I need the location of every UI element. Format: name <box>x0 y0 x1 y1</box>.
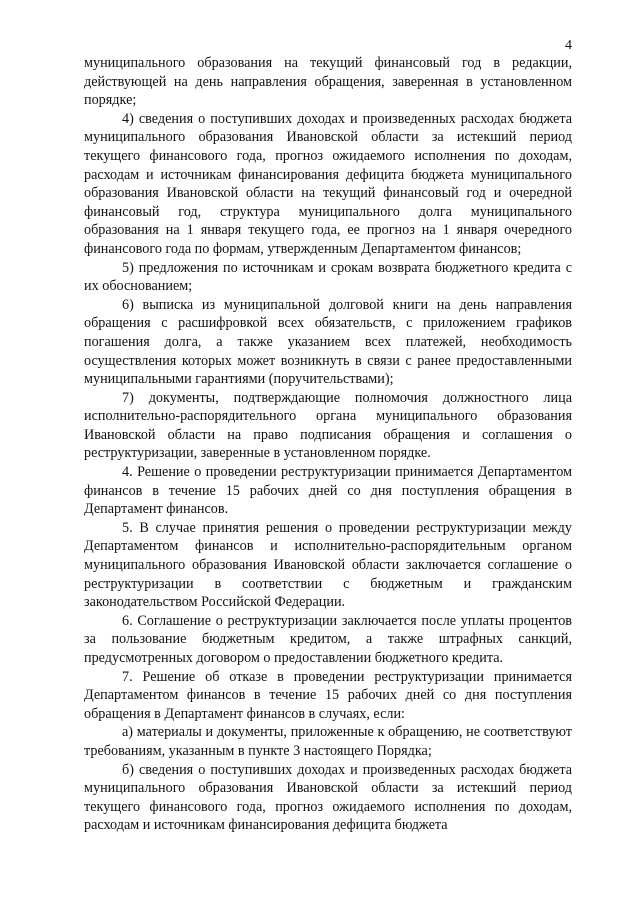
paragraph-2: 4) сведения о поступивших доходах и произведенных расходах бюджета муниципального образования Ивановской области за истекший период текущего финансового года, прогноз ожидаемого исполнения по доходам, расходам и источникам финансирования дефицита бюджета муниципального образования Ивановской области на текущий финансовый год и очередной финансовый год, структура муниципального долга муниципального образования на 1 января текущего года, ее прогноз на 1 января очередного финансового года по формам, утвержденным Департаментом финансов; <box>84 110 572 257</box>
paragraph-1: муниципального образования на текущий финансовый год в редакции, действующей на день направления обращения, заверенная в установленном порядке; <box>84 55 572 109</box>
paragraph-9: 7. Решение об отказе в проведении реструктуризации принимается Департаментом финансов в течение 15 рабочих дней со дня поступления обращения в Департамент финансов в случаях, если: <box>84 668 572 722</box>
paragraph-4: 6) выписка из муниципальной долговой книги на день направления обращения с расшифровкой всех обязательств, с приложением графиков погашения долга, а также указанием всех платежей, необходимость осуществления которых может возникнуть в связи с ранее предоставленными муниципальными гарантиями (поручительствами); <box>84 296 572 388</box>
paragraph-6: 4. Решение о проведении реструктуризации принимается Департаментом финансов в течение 15 рабочих дней со дня поступления обращения в Департамент финансов. <box>84 464 572 518</box>
document-body <box>84 54 572 835</box>
paragraph-5: 7) документы, подтверждающие полномочия должностного лица исполнительно-распорядительного органа муниципального образования Ивановской области на право подписания обращения и соглашения о реструктуризации, заверенные в установленном порядке. <box>84 389 572 462</box>
paragraph-11: б) сведения о поступивших доходах и произведенных расходах бюджета муниципального образования Ивановской области за истекший период текущего финансового года, прогноз ожидаемого исполнения по доходам, расходам и источникам финансирования дефицита бюджета <box>84 761 572 834</box>
paragraph-3: 5) предложения по источникам и срокам возврата бюджетного кредита с их обоснованием; <box>84 259 572 295</box>
paragraph-7: 5. В случае принятия решения о проведении реструктуризации между Департаментом финансов и исполнительно-распорядительным органом муниципального образования Ивановской области заключается соглашение о реструктуризации в соответствии с бюджетным и гражданским законодательством Российской Федерации. <box>84 519 572 611</box>
page-number: 4 <box>565 38 572 53</box>
paragraph-10: а) материалы и документы, приложенные к обращению, не соответствуют требованиям, указанным в пункте 3 настоящего Порядка; <box>84 724 572 759</box>
paragraph-8: 6. Соглашение о реструктуризации заключается после уплаты процентов за пользование бюджетным кредитом, а также штрафных санкций, предусмотренных договором о предоставлении бюджетного кредита. <box>84 612 572 666</box>
